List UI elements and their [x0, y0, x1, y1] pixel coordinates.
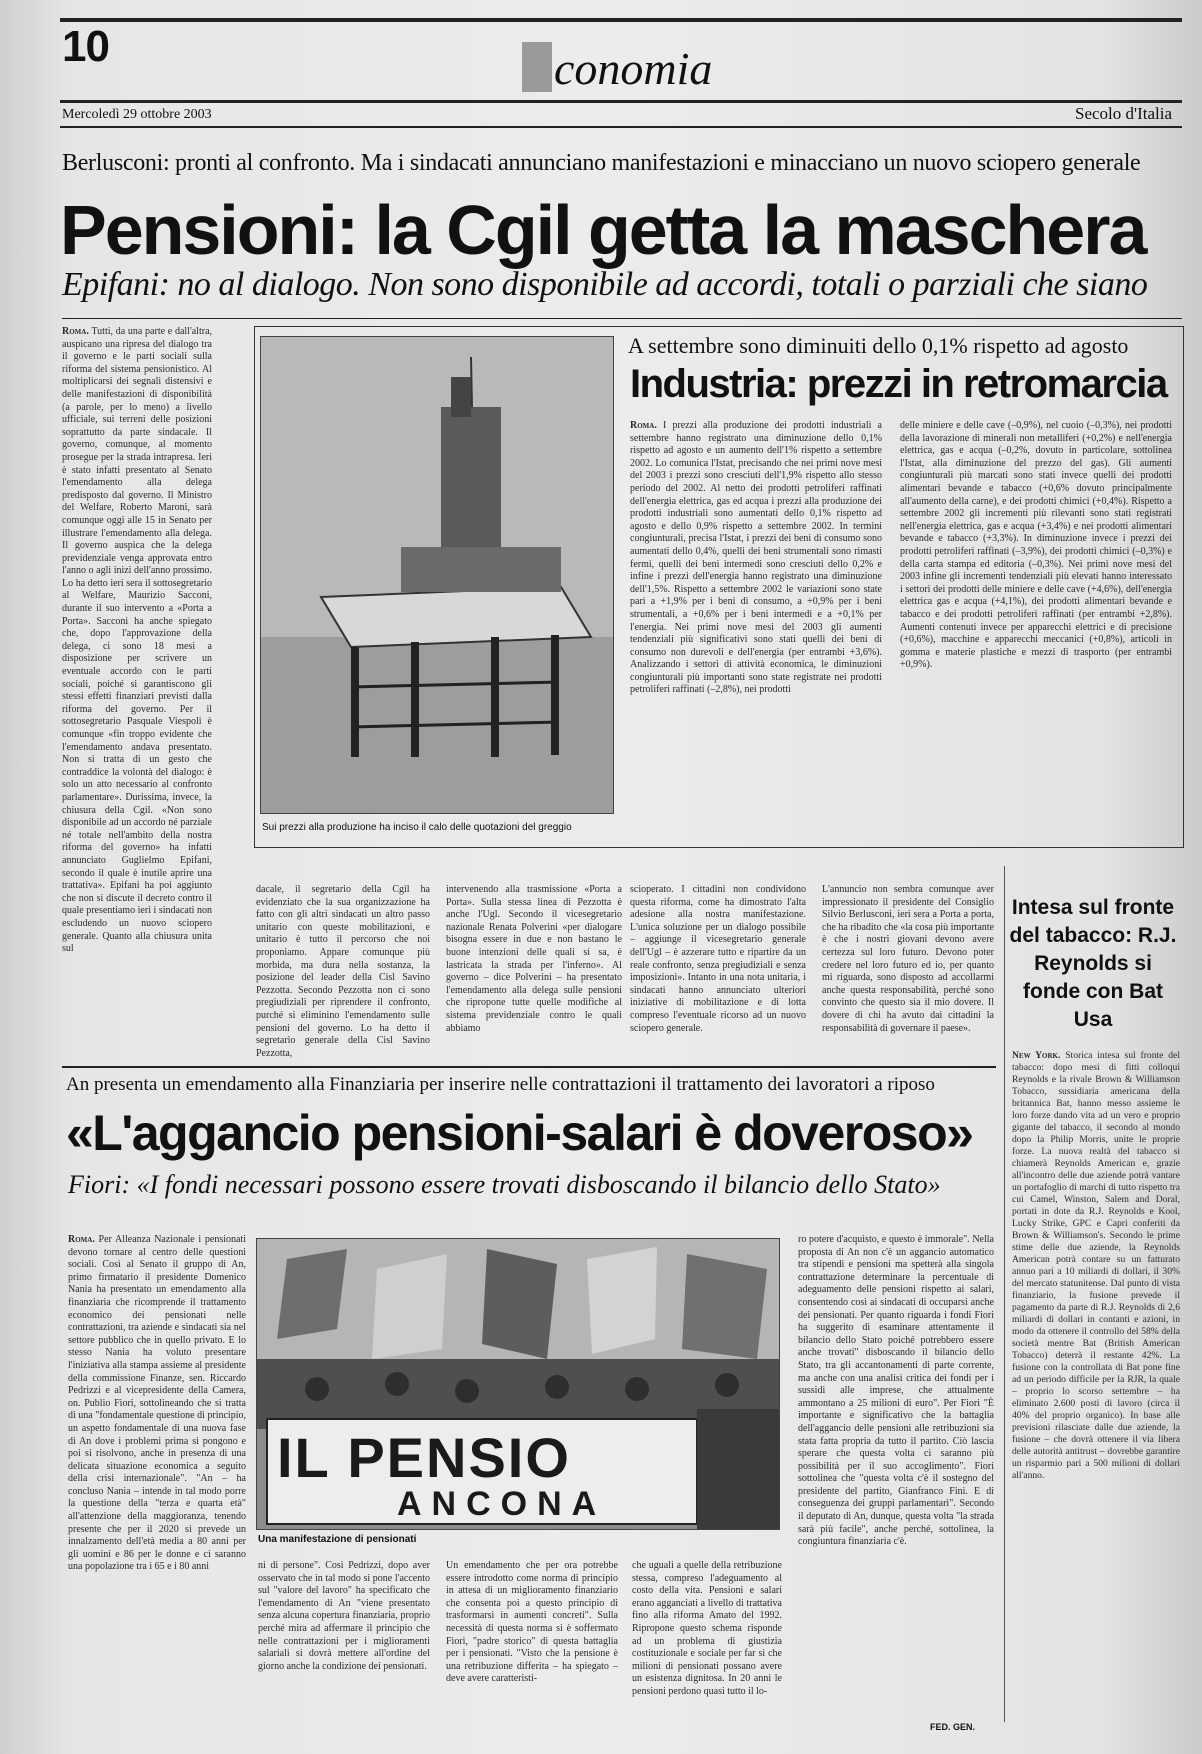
pension-kicker: An presenta un emendamento alla Finanziaria per inserire nelle contrattazioni il trattamento dei lavoratori a riposo	[66, 1074, 935, 1095]
masthead: Secolo d'Italia	[1074, 104, 1172, 123]
section-title	[522, 42, 712, 95]
oil-platform-illustration	[261, 337, 613, 813]
section-title-rest: conomia	[554, 43, 713, 94]
pension-col1-text: Per Alleanza Nazionale i pensionati devono tornare al centro delle questioni sociali. Così al Senato il gruppo di An, primo firmatario il presidente Domenico Nania ha presentato un emendamento alla finanziaria che ricomprende il trattamento economico dei pensionati nelle contrattazioni, tra aziende e sindacati sia nel settore pubblico che in quello privato. E lo stesso Nania ha voluto presentare l'iniziativa alla stampa assieme al presidente della commissione Finanze, sen. Riccardo Pedrizzi e al vicepresidente della Camera, on. Publio Fiori, sottolineando che si tratta di una "fondamentale questione di principio, un aspetto fondamentale di una nuova fase di An dove i problemi prima si pongono e poi si risolvono, anche in presenza di una delicata situazione economica a seguito della crisi internazionale". "An – ha concluso Nania – intende in tal modo porre la questione della "terza e quarta età" all'attenzione della maggioranza, tenendo presente che per il 2020 si prevede un innalzamento dell'età media a 80 anni per gli uomini e 86 per le donne e ci saranno una popolazione tra i 65 e i 80 anni	[68, 1234, 246, 1573]
pension-headline: «L'aggancio pensioni-salari è doveroso»	[66, 1105, 973, 1161]
oil-platform-photo	[260, 336, 614, 814]
industry-column-1	[630, 420, 882, 838]
page-number: 10	[62, 22, 109, 71]
lead-subheadline: Epifani: no al dialogo. Non sono disponibile ad accordi, totali o parziali che siano	[62, 266, 1148, 303]
industry-col1-text: I prezzi alla produzione dei prodotti industriali a settembre hanno registrato una diminuzione dello 0,1% rispetto ad agosto e un aumento dell'1% rispetto a settembre 2002. Lo comunica l'Istat, precisando che nei primi nove mesi del 2003 i prezzi sono cresciuti dell'1,9% rispetto allo stesso periodo del 2002. Al netto dei prodotti petroliferi raffinati dell'energia elettrica, gas ed acqua i prezzi alla produzione dei prodotti industriali sono aumentati dello 0,1% rispetto ad agosto e dello 0,9% rispetto a settembre 2002. In termini congiunturali, precisa l'Istat, i prezzi dei beni di consumo sono aumentati dello 0,4%, quelli dei beni strumentali sono rimasti fermi, quelli dei beni intermedi sono cresciuti dello 0,2% e infine i prezzi dell'energia hanno registrato una diminuzione dell'1,5%. Rispetto a settembre 2002 le variazioni sono state pari a +1,9% per i beni di consumo, a +0,9% per i beni strumentali, a +0,6% per i beni intermedi e a +0,1% per l'energia. Nei primi nove mesi del 2003 gli aumenti tendenziali più significativi sono stati quelli dei beni di consumo non durevoli e dell'energia (per entrambi +3,6%). Analizzando i settori di attività economica, le diminuzioni congiunturali più importanti sono state registrate nei prodotti petroliferi raffinati (–2,8%), nei prodotti	[630, 420, 882, 696]
pension-photo-caption: Una manifestazione di pensionati	[258, 1534, 417, 1545]
pension-signoff: FED. GEN.	[930, 1722, 976, 1732]
protest-banner-line-1: IL PENSIO	[277, 1426, 571, 1489]
issue-date: Mercoledì 29 ottobre 2003	[62, 107, 212, 122]
sidebar-divider	[1004, 866, 1005, 1722]
pension-column-3: Un emendamento che per ora potrebbe essere introdotto come norma di principio in attesa di un miglioramento finanziario che consenta poi a questo principio di trasformarsi in aumenti concreti". Sulla necessità di questa norma si è soffermato Fiori, "padre storico" di questa battaglia per i pensionati. "Visto che la pensione è una retribuzione differita – ha spiegato – deve avere caratteristi-	[446, 1560, 618, 1685]
pensioners-protest-photo	[256, 1238, 780, 1530]
lead-kicker: Berlusconi: pronti al confronto. Ma i sindacati annunciano manifestazioni e minacciano un nuovo sciopero generale	[62, 150, 1141, 176]
lead-rule	[62, 318, 1182, 319]
lead-column-2: dacale, il segretario della Cgil ha evidenziato che la sua organizzazione ha fatto con gli altri sindacati un altro passo unitario con queste mobilitazioni, e unitario è tutto il percorso che noi proponiamo. Appare comunque più morbida, ma dura nella sostanza, la posizione del leader della Cisl Savino Pezzotta. Secondo Pezzotta non ci sono pregiudiziali per riprendere il confronto, purché si eliminino l'emendamento sulle pensioni del governo. Lo ha detto il segretario generale della Cisl Savino Pezzotta,	[256, 884, 430, 1059]
header-rule	[60, 100, 1182, 103]
pension-column-1	[68, 1234, 246, 1732]
industry-kicker: A settembre sono diminuiti dello 0,1% rispetto ad agosto	[628, 333, 1129, 358]
industry-photo-caption: Sui prezzi alla produzione ha inciso il calo delle quotazioni del greggio	[262, 822, 572, 833]
pension-column-2: ni di persone". Così Pedrizzi, dopo aver osservato che in tal modo si pone l'accento sul "valore del lavoro" ha specificato che l'emendamento di An "viene presentato senza alcuna copertura finanziaria, proprio perché mira ad affermare il principio che nelle contrattazioni per i miglioramenti salariali si dovrà mettere all'ordine del giorno anche la condizione dei pensionati.	[258, 1560, 430, 1672]
pension-dateline: Roma.	[68, 1234, 95, 1245]
industry-column-2: delle miniere e delle cave (–0,9%), nel cuoio (–0,3%), nei prodotti della lavorazione di minerali non metalliferi (+0,2%) e nell'energia elettrica, gas e acqua (–0,2%, dovuto in particolare, sottolinea l'Istat, alla diminuzione del prezzo del gas). Gli aumenti congiunturali più marcati sono stati invece quelli dei prodotti alimentari bevande e tabacco (+0,6% dovuto principalmente all'aumento della carne), e dei prodotti chimici (+0,4%). Rispetto a settembre 2002 gli incrementi più rilevanti sono stati registrati nell'energia elettrica, gas e acqua (+3,4%) e nei prodotti alimentari bevande e tabacco (+3,3%). In diminuzione invece i prezzi dei prodotti petroliferi raffinati (–3,9%), dei prodotti chimici (–0,3%) e della carta stampa ed editoria (–0,3%). Nei primi nove mesi del 2003 infine gli incrementi tendenziali più elevati hanno interessato i settori dei prodotti delle miniere e delle cave (+4,6%), dell'energia elettrica gas e acqua (+4,1%), dei prodotti alimentari bevande e tabacco e dei prodotti petroliferi raffinati (per entrambi +2,8%). Aumenti contenuti invece per apparecchi elettrici e di precisione (+0,6%), macchine e apparecchi meccanici (+0,8%), articoli in gomma e materie plastiche e mezzi di trasporto (per entrambi +0,9%).	[900, 420, 1172, 671]
industry-headline: Industria: prezzi in retromarcia	[630, 362, 1167, 406]
protest-banner-line-2: ANCONA	[397, 1485, 607, 1523]
lead-column-4: scioperato. I cittadini non condividono questa riforma, come ha dimostrato l'alta adesione alla nostra manifestazione. L'unica soluzione per un dialogo possibile – aggiunge il vicesegretario generale dell'Ugl – è azzerare tutto e ripartire da un reale confronto, senza pregiudiziali e senza imposizioni». Intanto in una nota unitaria, i sindacati hanno annunciato ulteriori iniziative di mobilitazione e di lotta compreso l'eventuale ricorso ad un nuovo sciopero generale.	[630, 884, 806, 1034]
tobacco-headline: Intesa sul fronte del tabacco: R.J. Reynolds si fonde con Bat Usa	[1009, 896, 1177, 1031]
lead-column-5: L'annuncio non sembra comunque aver impressionato il presidente del Consiglio Silvio Berlusconi, ieri sera a Porta a porta, che ha ribadito che «la cosa più importante è che i nostri giovani devono avere certezza sul loro futuro. Devono poter credere nel loro futuro ed io, per quanto mi riguarda, sono disposto ad accollarmi anche questa responsabilità, perché sono convinto che questo sia il mio dovere. Il dovere di chi ha avuto dai cittadini la responsabilità di governare il paese».	[822, 884, 994, 1034]
lead-headline: Pensioni: la Cgil getta la maschera	[60, 191, 1146, 269]
tobacco-dateline: New York.	[1012, 1050, 1061, 1061]
lead-dateline: Roma.	[62, 326, 89, 337]
lead-column-1	[62, 326, 212, 1070]
pension-subheadline: Fiori: «I fondi necessari possono essere trovati disboscando il bilancio dello Stato»	[68, 1170, 941, 1199]
tobacco-column	[1012, 1050, 1180, 1730]
pension-top-rule	[62, 1066, 996, 1068]
lead-column-3: intervenendo alla trasmissione «Porta a Porta». Sulla stessa linea di Pezzotta è anche l'Ugl. Secondo il vicesegretario nazionale Renata Polverini «per dialogare bisogna essere in due e non bastano le buone intenzioni delle quali si sa, è lastricata la strada per l'inferno». Al governo – dice Polverini – ha presentato l'emendamento alla delega sulle pensioni che ripropone tutte quelle modifiche al sistema previdenziale contro le quali abbiamo	[446, 884, 622, 1034]
section-initial-block	[522, 42, 552, 92]
top-rule	[60, 18, 1182, 22]
industry-dateline: Roma.	[630, 420, 657, 431]
lead-col1-text: Tutti, da una parte e dall'altra, auspicano una ripresa del dialogo tra il governo e le parti sociali sulla riforma del sistema pensionistico. Al moltiplicarsi dei segnali distensivi e delle manifestazioni di disponibilità (a parole, per lo meno) a livello ufficiale, sui terreni delle posizioni soprattutto da parte sindacale. Il governo, comunque, al momento prosegue per la strada intrapresa. Ieri è stato infatti presentato al Senato l'emendamento alla delega predisposto dal governo. Il Ministro del Welfare, Roberto Maroni, sarà comunque oggi alle 15 in Senato per illustrare l'emendamento alla delega. Il governo auspica che la delega previdenziale venga approvata entro l'anno o agli inizi dell'anno prossimo. Lo ha detto ieri sera il sottosegretario al Welfare, Maurizio Sacconi, durante il suo intervento a «Porta a Porta». Sacconi ha anche spiegato che, dopo l'approvazione della delega, ci sono 18 mesi a disposizione per scrivere un eventuale accordo con le parti sociali, poiché si garantiscono gli stessi effetti finanziari previsti dalla riforma del governo. Per il sottosegretario Pasquale Viespoli è comunque «fin troppo evidente che l'emendamento andava presentato. Non si tratta di un gesto che contraddice la volontà del dialogo: è solo un atto necessario al confronto parlamentare». Durissima, invece, la chiusura della Cgil. «Non sono disponibile ad un accordo né parziale né totale nell'ambito della nostra riforma del governo» ha infatti annunciato Guglielmo Epifani, secondo il quale è inutile aprire una trattativa». Epifani ha poi aggiunto che non si discute il decreto contro il quale presentiamo ieri i sindacati non escludendo un nuovo sciopero generale. Quanto alla chiusura unita sul	[62, 326, 212, 955]
pension-column-5: ro potere d'acquisto, e questo è immorale". Nella proposta di An non c'è un aggancio automatico tra stipendi e pensioni ma spetterà alla singola contrattazione determinare la percentuale di adeguamento delle pensioni rispetto ai salari, consentendo così ai sindacati di occuparsi anche dei pensionati. Per quanto riguarda i fondi Fiori ha suggerito di esaminare attentamente il bilancio dello Stato poiché potrebbero essere anche trovati" disboscando il bilancio dello Stato, tra gli accantonamenti di parte corrente, ma anche con una analisi critica dei fondi per i sussidi alle imprese, che attualmente ammontano a 25 milioni di euro". Per Fiori "È importante e significativo che la battaglia dell'aggancio delle pensioni alle retribuzioni sia stata fatta propria da tutto il partito. Ciò lascia sperare che questa volta ci saranno più possibilità per il suo accoglimento". Fiori sottolinea che "questa volta c'è il sostegno del presidente del partito, Gianfranco Fini. E di conseguenza dei gruppi parlamentari". Secondo il deputato di An, dunque, questa volta "la strada sarà più facile", anche perché, sottolinea, la congiuntura finanziaria c'è.	[798, 1234, 994, 1548]
header-bottom-rule	[60, 126, 1182, 128]
tobacco-body-text: Storica intesa sul fronte del tabacco: dopo mesi di fitti colloqui Reynolds e la rivale Brown & Williamson Tobacco, sussidiaria americana della britannica Bat, hanno messo assieme le loro forze dando vita ad un vero e proprio gigante del tabacco, il secondo al mondo dopo la Philip Morris, unite le proprie forze. La nuova realtà del tabacco si chiamerà Reynolds American e, grazie all'incontro delle due aziende potrà vantare un portafoglio di marchi di tutto rispetto tra cui Camel, Winston, Salem and Doral, portati in dote da R.J. Reynolds e Kool, Lucky Strike, GPC e Capri conferiti da Brown & Williamson's. Secondo le prime stime delle due aziende, la Reynolds American potrà contare su un fatturato annuo pari a 10 miliardi di dollari, il 30% del mercato statunitense. Dal punto di vista finanziario, la fusione prevede il pagamento da parte di R.J. Reynolds di 2,6 miliardi di dollari in contanti e azioni, in modo da ottenere il controllo del 58% della società mentre Bat (British American Tobacco) deterrà il restante 42%. La fusione con la controllata di Bat pone fine ad un periodo difficile per la RJR, la quale – proprio lo scorso settembre – ha eliminato 2.600 posti di lavoro (circa il 40% del proprio organico). In base alle previsioni rilasciate dalle due aziende, la fusione – che dovrà ottenere il via libera delle autorità antitrust – dovrebbe garantire un risparmio pari a 500 milioni di dollari all'anno.	[1012, 1050, 1180, 1481]
pension-column-4: che uguali a quelle della retribuzione stessa, compreso l'adeguamento al costo della vita. Pensioni e salari erano agganciati a livello di trattativa fino alla riforma Amato del 1992. Ripropone questo schema risponde ad un problema di giustizia costituzionale e sociale per far sì che milioni di pensionati possano avere un esistenza dignitosa. In 20 anni le pensioni perdono quasi tutto il lo-	[632, 1560, 782, 1697]
